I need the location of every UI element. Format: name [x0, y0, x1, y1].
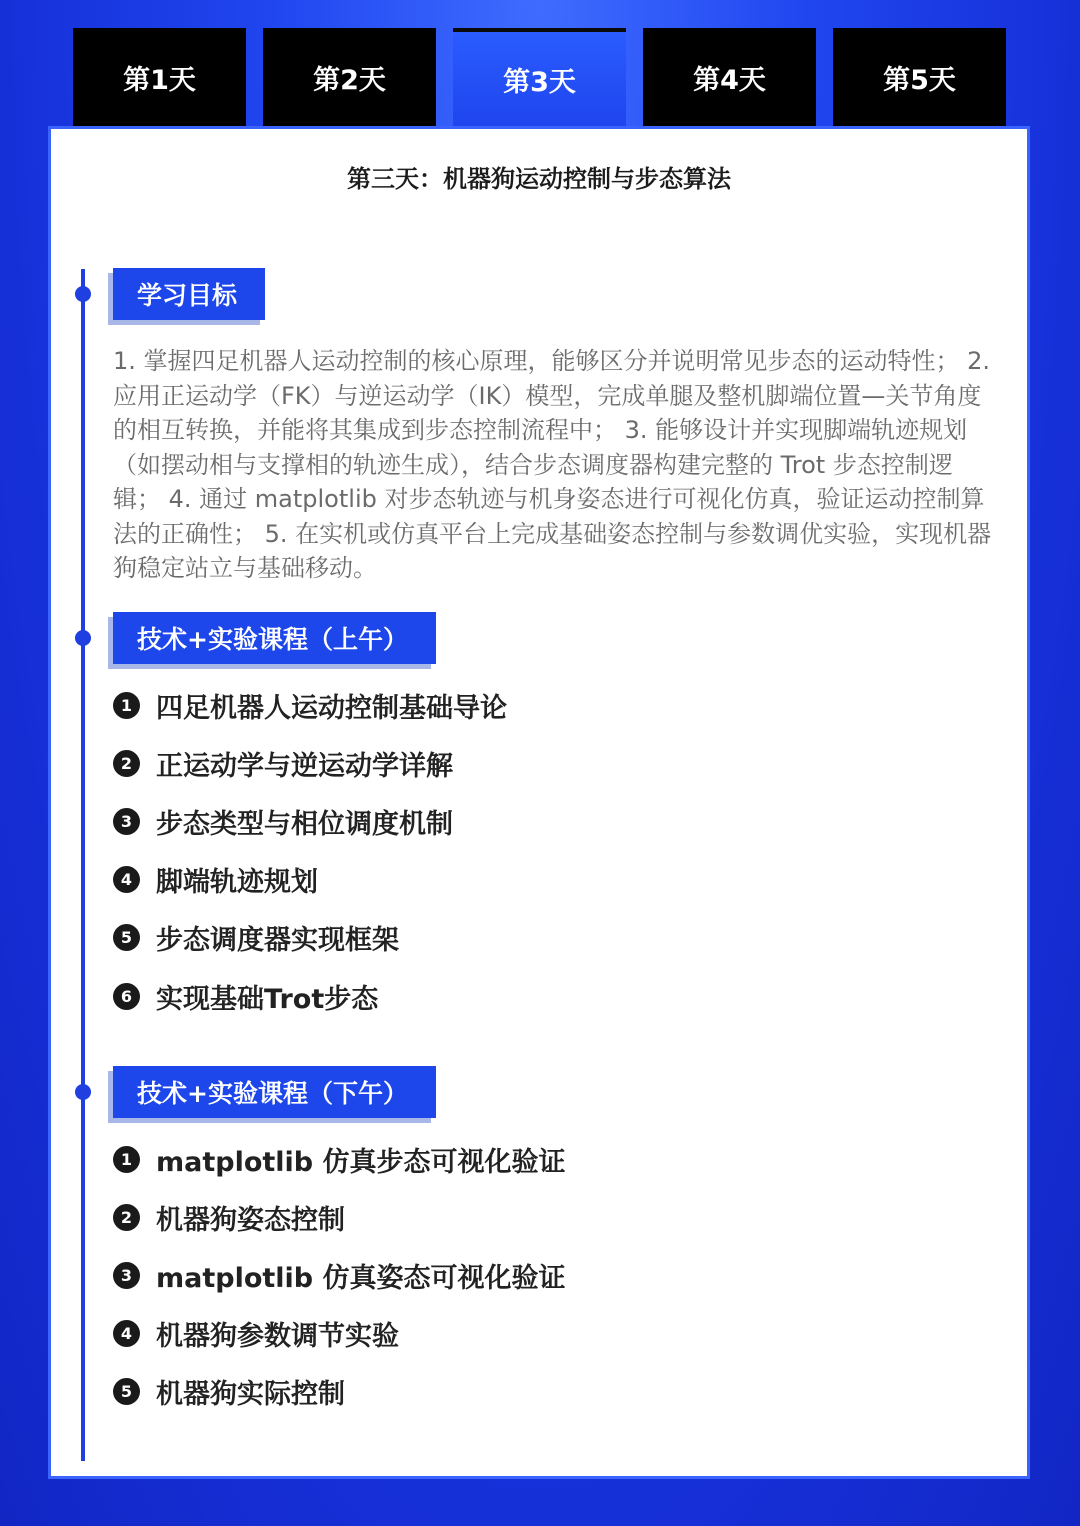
list-item — [113, 967, 507, 1025]
list-item — [113, 1363, 566, 1421]
list-item — [113, 734, 507, 792]
section-title-afternoon: 技术+实验课程（下午） — [113, 1066, 436, 1118]
number-badge-icon: 6 — [113, 983, 140, 1010]
course-label: 步态类型与相位调度机制 — [156, 808, 453, 840]
course-label: 正运动学与逆运动学详解 — [156, 750, 453, 782]
number-badge-icon: 3 — [113, 808, 140, 835]
day-tabs — [73, 28, 1006, 126]
number-badge-icon: 4 — [113, 1320, 140, 1347]
list-item — [113, 1246, 566, 1304]
section-title-morning: 技术+实验课程（上午） — [113, 612, 436, 664]
list-item — [113, 1130, 566, 1188]
tab-day-4[interactable]: 第4天 — [643, 28, 816, 126]
course-label: 四足机器人运动控制基础导论 — [156, 692, 507, 724]
number-badge-icon: 4 — [113, 866, 140, 893]
timeline-dot-morning — [75, 630, 91, 646]
list-item — [113, 1188, 566, 1246]
list-item — [113, 792, 507, 850]
morning-course-list — [113, 676, 507, 1025]
page-title: 第三天：机器狗运动控制与步态算法 — [347, 165, 731, 193]
number-badge-icon: 1 — [113, 692, 140, 719]
course-label: 脚端轨迹规划 — [156, 867, 318, 899]
number-badge-icon: 5 — [113, 924, 140, 951]
course-label: 步态调度器实现框架 — [156, 925, 399, 957]
number-badge-icon: 5 — [113, 1378, 140, 1405]
list-item — [113, 909, 507, 967]
course-label: matplotlib 仿真姿态可视化验证 — [156, 1262, 566, 1294]
objectives-text: 1. 掌握四足机器人运动控制的核心原理，能够区分并说明常见步态的运动特性； 2. 应用正运动学（FK）与逆运动学（IK）模型，完成单腿及整机脚端位置—关节角度的相互转换，并能将其集成到步态控制流程中； 3. 能够设计并实现脚端轨迹规划（如摆动相与支撑相的轨迹生成），结合步态调度器构建完整的 Trot 步态控制逻辑； 4. 通过 matplotlib 对步态轨迹与机身姿态进行可视化仿真，验证运动控制算法的正确性； 5. 在实机或仿真平台上完成基础姿态控制与参数调优实验，实现机器狗稳定站立与基础移动。 — [113, 347, 992, 582]
timeline-dot-objectives — [75, 286, 91, 302]
timeline-dot-afternoon — [75, 1084, 91, 1100]
list-item — [113, 851, 507, 909]
afternoon-course-list — [113, 1130, 566, 1421]
tab-day-3[interactable]: 第3天 — [453, 28, 626, 126]
list-item — [113, 676, 507, 734]
number-badge-icon: 3 — [113, 1262, 140, 1289]
timeline-line — [81, 269, 85, 1461]
course-label: 实现基础Trot步态 — [156, 983, 379, 1015]
course-label: 机器狗姿态控制 — [156, 1204, 345, 1236]
course-label: 机器狗实际控制 — [156, 1379, 345, 1411]
list-item — [113, 1305, 566, 1363]
content-panel — [48, 126, 1030, 1479]
number-badge-icon: 2 — [113, 1204, 140, 1231]
tab-day-1[interactable]: 第1天 — [73, 28, 246, 126]
tab-day-2[interactable]: 第2天 — [263, 28, 436, 126]
course-label: matplotlib 仿真步态可视化验证 — [156, 1146, 566, 1178]
section-title-objectives: 学习目标 — [113, 268, 265, 320]
course-label: 机器狗参数调节实验 — [156, 1321, 399, 1353]
number-badge-icon: 2 — [113, 750, 140, 777]
number-badge-icon: 1 — [113, 1146, 140, 1173]
tab-day-5[interactable]: 第5天 — [833, 28, 1006, 126]
